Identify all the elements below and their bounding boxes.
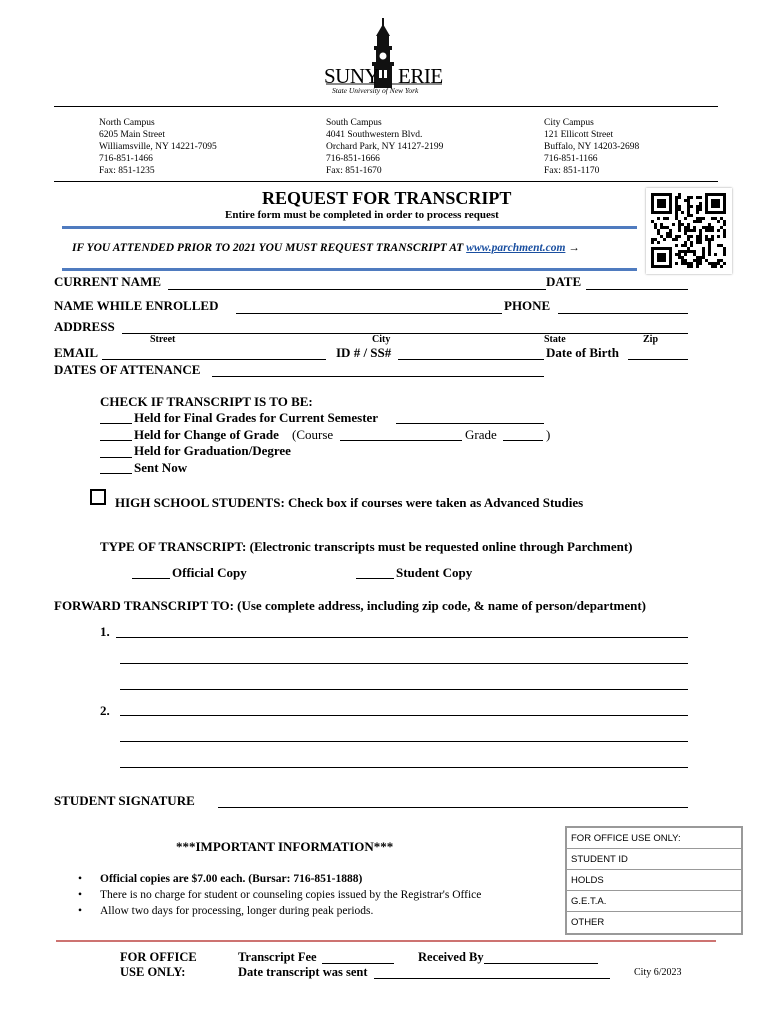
city-caption: City [372, 334, 391, 345]
forward-one-line2[interactable] [120, 663, 688, 664]
parchment-link[interactable]: www.parchment.com [466, 242, 566, 254]
final-grades-input[interactable] [396, 423, 544, 424]
dob-input[interactable] [628, 359, 688, 360]
date-sent-label: Date transcript was sent [238, 965, 368, 979]
office-box-heading: FOR OFFICE USE ONLY: [567, 828, 741, 849]
footer-for-office: FOR OFFICE [120, 950, 197, 964]
id-ss-input[interactable] [398, 359, 544, 360]
phone-input[interactable] [558, 313, 688, 314]
footer-divider [56, 940, 716, 942]
email-label: EMAIL [54, 345, 99, 360]
zip-caption: Zip [643, 334, 659, 345]
official-copy-checkline[interactable] [132, 578, 170, 579]
state-caption: State [544, 334, 566, 345]
office-use-box [565, 826, 743, 935]
forward-one-line1[interactable] [116, 637, 688, 638]
grade-input[interactable] [503, 440, 543, 441]
final-grades-checkline[interactable] [100, 423, 132, 424]
received-by-input[interactable] [484, 963, 598, 964]
office-other: OTHER [571, 917, 605, 928]
arrow-right-icon: → [568, 242, 580, 254]
date-label: DATE [546, 274, 582, 289]
type-heading: TYPE OF TRANSCRIPT: (Electronic transcripts must be requested online through Parchment) [100, 539, 633, 554]
campus-south: South Campus 4041 Southwestern Blvd. Orchard Park, NY 14127-2199 716-851-1666 Fax: 851-1670 [326, 118, 444, 176]
campus-city: City Campus 121 Ellicott Street Buffalo, NY 14203-2698 716-851-1166 Fax: 851-1170 [544, 118, 640, 176]
official-copy-label: Official Copy [172, 565, 247, 580]
forward-two-label: 2. [100, 703, 110, 718]
forward-two-line3[interactable] [120, 767, 688, 768]
student-copy-checkline[interactable] [356, 578, 394, 579]
sent-now-checkline[interactable] [100, 473, 132, 474]
final-grades-label: Held for Final Grades for Current Semester [134, 410, 379, 425]
graduation-label: Held for Graduation/Degree [134, 443, 291, 458]
form-version: City 6/2023 [634, 967, 682, 978]
blue-divider-bottom [62, 268, 637, 271]
forward-two-line2[interactable] [120, 741, 688, 742]
graduation-checkline[interactable] [100, 457, 132, 458]
high-school-checkbox[interactable] [90, 489, 106, 505]
prior-2021-notice: IF YOU ATTENDED PRIOR TO 2021 YOU MUST REQUEST TRANSCRIPT AT www.parchment.com → [72, 242, 580, 254]
address-input[interactable] [122, 333, 688, 334]
signature-input[interactable] [218, 807, 688, 808]
student-copy-label: Student Copy [396, 565, 473, 580]
logo-subtitle: State University of New York [332, 86, 419, 95]
header-divider [54, 106, 718, 107]
signature-label: STUDENT SIGNATURE [54, 793, 195, 808]
qr-code [646, 188, 732, 274]
dates-attendance-label: DATES OF ATTENANCE [54, 362, 201, 377]
current-name-input[interactable] [168, 289, 546, 290]
suny-erie-logo [318, 14, 450, 98]
forward-two-line1[interactable] [120, 715, 688, 716]
qr-code-icon [646, 188, 732, 274]
address-label: ADDRESS [54, 319, 115, 334]
name-enrolled-input[interactable] [236, 313, 502, 314]
course-label: (Course [292, 427, 334, 442]
change-grade-checkline[interactable] [100, 440, 132, 441]
office-holds: HOLDS [567, 870, 741, 891]
important-heading: ***IMPORTANT INFORMATION*** [176, 839, 394, 854]
transcript-fee-label: Transcript Fee [238, 950, 317, 964]
forward-one-label: 1. [100, 624, 110, 639]
logo-erie-text: ERIE [398, 64, 443, 88]
dob-label: Date of Birth [546, 345, 619, 360]
important-item: • Allow two days for processing, longer during peak periods. [76, 903, 481, 919]
course-input[interactable] [340, 440, 462, 441]
transcript-fee-input[interactable] [322, 963, 394, 964]
change-grade-label: Held for Change of Grade [134, 427, 279, 442]
form-subtitle: Entire form must be completed in order to process request [225, 209, 499, 221]
office-geta: G.E.T.A. [567, 891, 741, 912]
dates-attendance-input[interactable] [212, 376, 544, 377]
current-name-label: CURRENT NAME [54, 274, 162, 289]
important-item: • Official copies are $7.00 each. (Bursar: 716-851-1888) [76, 871, 481, 887]
name-enrolled-label: NAME WHILE ENROLLED [54, 298, 219, 313]
received-by-label: Received By [418, 950, 484, 964]
campus-north: North Campus 6205 Main Street Williamsville, NY 14221-7095 716-851-1466 Fax: 851-1235 [99, 118, 217, 176]
blue-divider-top [62, 226, 637, 229]
phone-label: PHONE [504, 298, 551, 313]
close-paren: ) [546, 427, 551, 442]
date-sent-input[interactable] [374, 978, 610, 979]
date-input[interactable] [586, 289, 688, 290]
forward-one-line3[interactable] [120, 689, 688, 690]
high-school-label: HIGH SCHOOL STUDENTS: Check box if courses were taken as Advanced Studies [115, 495, 584, 510]
important-item: • There is no charge for student or counseling copies issued by the Registrar's Office [76, 887, 481, 903]
check-heading: CHECK IF TRANSCRIPT IS TO BE: [100, 394, 313, 409]
id-ss-label: ID # / SS# [336, 345, 392, 360]
office-student-id: STUDENT ID [567, 849, 741, 870]
footer-use-only: USE ONLY: [120, 965, 186, 979]
important-list [76, 871, 481, 919]
sent-now-label: Sent Now [134, 460, 188, 475]
email-input[interactable] [102, 359, 326, 360]
logo-suny-text: SUNY [324, 64, 380, 88]
street-caption: Street [150, 334, 176, 345]
grade-label: Grade [465, 427, 497, 442]
campus-divider [54, 181, 718, 182]
forward-heading: FORWARD TRANSCRIPT TO: (Use complete address, including zip code, & name of person/department) [54, 598, 647, 613]
